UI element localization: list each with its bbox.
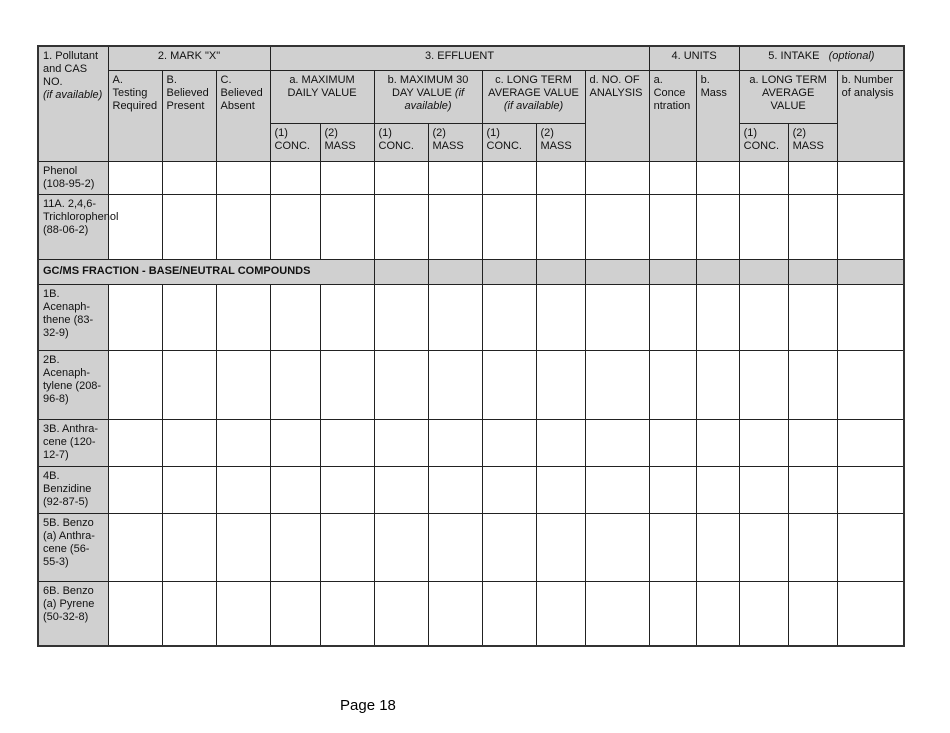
eff-b-conc: (1) CONC. [374, 123, 428, 161]
units-b-header: b. Mass [696, 70, 739, 161]
entry-cell[interactable] [739, 581, 788, 646]
entry-cell[interactable] [649, 161, 696, 194]
entry-cell[interactable] [482, 419, 536, 466]
entry-cell[interactable] [216, 161, 270, 194]
pollutant-name: 1B. Acenaph-thene (83-32-9) [38, 284, 108, 350]
group-cell [482, 259, 536, 284]
entry-cell[interactable] [162, 194, 216, 259]
entry-cell[interactable] [108, 513, 162, 581]
entry-cell[interactable] [585, 350, 649, 419]
entry-cell[interactable] [696, 419, 739, 466]
entry-cell[interactable] [696, 513, 739, 581]
table-row [38, 259, 904, 284]
group-cell [536, 259, 585, 284]
entry-cell[interactable] [162, 513, 216, 581]
entry-cell[interactable] [320, 513, 374, 581]
entry-cell[interactable] [536, 466, 585, 513]
entry-cell[interactable] [108, 581, 162, 646]
entry-cell[interactable] [320, 466, 374, 513]
intake-header [739, 46, 904, 70]
entry-cell[interactable] [649, 419, 696, 466]
entry-cell[interactable] [270, 419, 320, 466]
intake-a-header: a. LONG TERM AVERAGE VALUE [739, 70, 837, 123]
entry-cell[interactable] [585, 466, 649, 513]
entry-cell[interactable] [837, 284, 904, 350]
mark-a-header: A. Testing Required [108, 70, 162, 161]
entry-cell[interactable] [649, 581, 696, 646]
entry-cell[interactable] [585, 161, 649, 194]
eff-b-header [374, 70, 482, 123]
table-row [38, 194, 904, 259]
entry-cell[interactable] [649, 466, 696, 513]
entry-cell[interactable] [162, 284, 216, 350]
entry-cell[interactable] [216, 194, 270, 259]
mark-c-header: C. Believed Absent [216, 70, 270, 161]
entry-cell[interactable] [108, 284, 162, 350]
entry-cell[interactable] [649, 284, 696, 350]
entry-cell[interactable] [428, 350, 482, 419]
intake-a-mass: (2) MASS [788, 123, 837, 161]
entry-cell[interactable] [739, 194, 788, 259]
eff-b-note: (if available) [404, 86, 465, 112]
entry-cell[interactable] [482, 581, 536, 646]
entry-cell[interactable] [739, 513, 788, 581]
group-cell [585, 259, 649, 284]
entry-cell[interactable] [536, 513, 585, 581]
entry-cell[interactable] [585, 513, 649, 581]
entry-cell[interactable] [162, 161, 216, 194]
entry-cell[interactable] [696, 466, 739, 513]
eff-a-mass: (2) MASS [320, 123, 374, 161]
entry-cell[interactable] [696, 350, 739, 419]
eff-a-header: a. MAXIMUM DAILY VALUE [270, 70, 374, 123]
entry-cell[interactable] [536, 194, 585, 259]
entry-cell[interactable] [649, 513, 696, 581]
entry-cell[interactable] [837, 350, 904, 419]
entry-cell[interactable] [482, 466, 536, 513]
page-number: Page 18 [340, 697, 396, 714]
pollutant-label: 1. Pollutant and CAS NO. [43, 50, 99, 88]
entry-cell[interactable] [696, 194, 739, 259]
entry-cell[interactable] [374, 350, 428, 419]
entry-cell[interactable] [428, 161, 482, 194]
entry-cell[interactable] [374, 466, 428, 513]
entry-cell[interactable] [320, 581, 374, 646]
entry-cell[interactable] [216, 581, 270, 646]
entry-cell[interactable] [108, 350, 162, 419]
entry-cell[interactable] [788, 161, 837, 194]
effluent-header: 3. EFFLUENT [270, 46, 649, 70]
entry-cell[interactable] [216, 284, 270, 350]
entry-cell[interactable] [585, 581, 649, 646]
entry-cell[interactable] [216, 419, 270, 466]
entry-cell[interactable] [482, 350, 536, 419]
entry-cell[interactable] [428, 194, 482, 259]
entry-cell[interactable] [536, 581, 585, 646]
entry-cell[interactable] [788, 419, 837, 466]
entry-cell[interactable] [536, 350, 585, 419]
entry-cell[interactable] [270, 581, 320, 646]
eff-c-header [482, 70, 585, 123]
entry-cell[interactable] [788, 466, 837, 513]
table-row [38, 350, 904, 419]
eff-b-label: b. MAXIMUM 30 DAY VALUE [387, 73, 469, 99]
entry-cell[interactable] [739, 419, 788, 466]
entry-cell[interactable] [482, 161, 536, 194]
entry-cell[interactable] [482, 194, 536, 259]
group-cell [696, 259, 739, 284]
entry-cell[interactable] [482, 513, 536, 581]
entry-cell[interactable] [270, 161, 320, 194]
entry-cell[interactable] [788, 284, 837, 350]
entry-cell[interactable] [649, 350, 696, 419]
entry-cell[interactable] [374, 284, 428, 350]
entry-cell[interactable] [428, 581, 482, 646]
units-a-header: a. Conce ntration [649, 70, 696, 161]
entry-cell[interactable] [428, 466, 482, 513]
pollutant-name: 6B. Benzo (a) Pyrene (50-32-8) [38, 581, 108, 646]
eff-a-conc: (1) CONC. [270, 123, 320, 161]
entry-cell[interactable] [739, 466, 788, 513]
entry-cell[interactable] [788, 513, 837, 581]
eff-d-header: d. NO. OF ANALYSIS [585, 70, 649, 161]
entry-cell[interactable] [320, 194, 374, 259]
eff-c-conc: (1) CONC. [482, 123, 536, 161]
entry-cell[interactable] [696, 161, 739, 194]
eff-c-mass: (2) MASS [536, 123, 585, 161]
entry-cell[interactable] [162, 350, 216, 419]
pollutant-name: 2B. Acenaph-tylene (208-96-8) [38, 350, 108, 419]
entry-cell[interactable] [374, 194, 428, 259]
entry-cell[interactable] [585, 194, 649, 259]
entry-cell[interactable] [837, 581, 904, 646]
table-row [38, 419, 904, 466]
entry-cell[interactable] [536, 284, 585, 350]
intake-label: 5. INTAKE [768, 50, 820, 62]
entry-cell[interactable] [320, 419, 374, 466]
pollutant-name: Phenol (108-95-2) [38, 161, 108, 194]
entry-cell[interactable] [585, 284, 649, 350]
entry-cell[interactable] [108, 419, 162, 466]
table-row [38, 161, 904, 194]
entry-cell[interactable] [428, 284, 482, 350]
entry-cell[interactable] [320, 284, 374, 350]
entry-cell[interactable] [216, 466, 270, 513]
group-cell [837, 259, 904, 284]
table-row [38, 284, 904, 350]
entry-cell[interactable] [837, 419, 904, 466]
pollutant-header [38, 46, 108, 161]
group-cell [374, 259, 428, 284]
entry-cell[interactable] [739, 161, 788, 194]
mark-b-header: B. Believed Present [162, 70, 216, 161]
entry-cell[interactable] [837, 161, 904, 194]
table-row [38, 581, 904, 646]
intake-note: (optional) [828, 50, 875, 62]
entry-cell[interactable] [108, 194, 162, 259]
eff-c-label: c. LONG TERM AVERAGE VALUE [488, 73, 579, 99]
entry-cell[interactable] [696, 284, 739, 350]
entry-cell[interactable] [428, 419, 482, 466]
eff-b-mass: (2) MASS [428, 123, 482, 161]
entry-cell[interactable] [270, 513, 320, 581]
pollutant-form-table [37, 45, 905, 647]
entry-cell[interactable] [374, 581, 428, 646]
entry-cell[interactable] [649, 194, 696, 259]
intake-b-header: b. Number of analysis [837, 70, 904, 161]
entry-cell[interactable] [108, 466, 162, 513]
table-row [38, 513, 904, 581]
pollutant-name: 3B. Anthra-cene (120-12-7) [38, 419, 108, 466]
entry-cell[interactable] [216, 513, 270, 581]
table-row [38, 466, 904, 513]
entry-cell[interactable] [162, 466, 216, 513]
group-cell [428, 259, 482, 284]
entry-cell[interactable] [837, 194, 904, 259]
entry-cell[interactable] [374, 161, 428, 194]
entry-cell[interactable] [270, 194, 320, 259]
eff-c-note: (if available) [503, 99, 564, 112]
entry-cell[interactable] [162, 419, 216, 466]
pollutant-note: (if available) [43, 89, 103, 101]
pollutant-name: 4B. Benzidine (92-87-5) [38, 466, 108, 513]
entry-cell[interactable] [536, 161, 585, 194]
entry-cell[interactable] [320, 350, 374, 419]
entry-cell[interactable] [374, 419, 428, 466]
entry-cell[interactable] [320, 161, 374, 194]
entry-cell[interactable] [162, 581, 216, 646]
mark-header: 2. MARK "X" [108, 46, 270, 70]
entry-cell[interactable] [788, 350, 837, 419]
entry-cell[interactable] [482, 284, 536, 350]
entry-cell[interactable] [108, 161, 162, 194]
group-heading: GC/MS FRACTION - BASE/NEUTRAL COMPOUNDS [38, 259, 374, 284]
entry-cell[interactable] [837, 466, 904, 513]
units-header: 4. UNITS [649, 46, 739, 70]
group-cell [788, 259, 837, 284]
group-cell [739, 259, 788, 284]
entry-cell[interactable] [270, 284, 320, 350]
entry-cell[interactable] [788, 581, 837, 646]
intake-a-conc: (1) CONC. [739, 123, 788, 161]
entry-cell[interactable] [585, 419, 649, 466]
entry-cell[interactable] [374, 513, 428, 581]
entry-cell[interactable] [788, 194, 837, 259]
entry-cell[interactable] [739, 284, 788, 350]
entry-cell[interactable] [270, 466, 320, 513]
group-cell [649, 259, 696, 284]
pollutant-name: 11A. 2,4,6-Trichlorophenol (88-06-2) [38, 194, 108, 259]
entry-cell[interactable] [270, 350, 320, 419]
entry-cell[interactable] [837, 513, 904, 581]
pollutant-name: 5B. Benzo (a) Anthra-cene (56-55-3) [38, 513, 108, 581]
entry-cell[interactable] [739, 350, 788, 419]
entry-cell[interactable] [216, 350, 270, 419]
entry-cell[interactable] [696, 581, 739, 646]
entry-cell[interactable] [536, 419, 585, 466]
entry-cell[interactable] [428, 513, 482, 581]
